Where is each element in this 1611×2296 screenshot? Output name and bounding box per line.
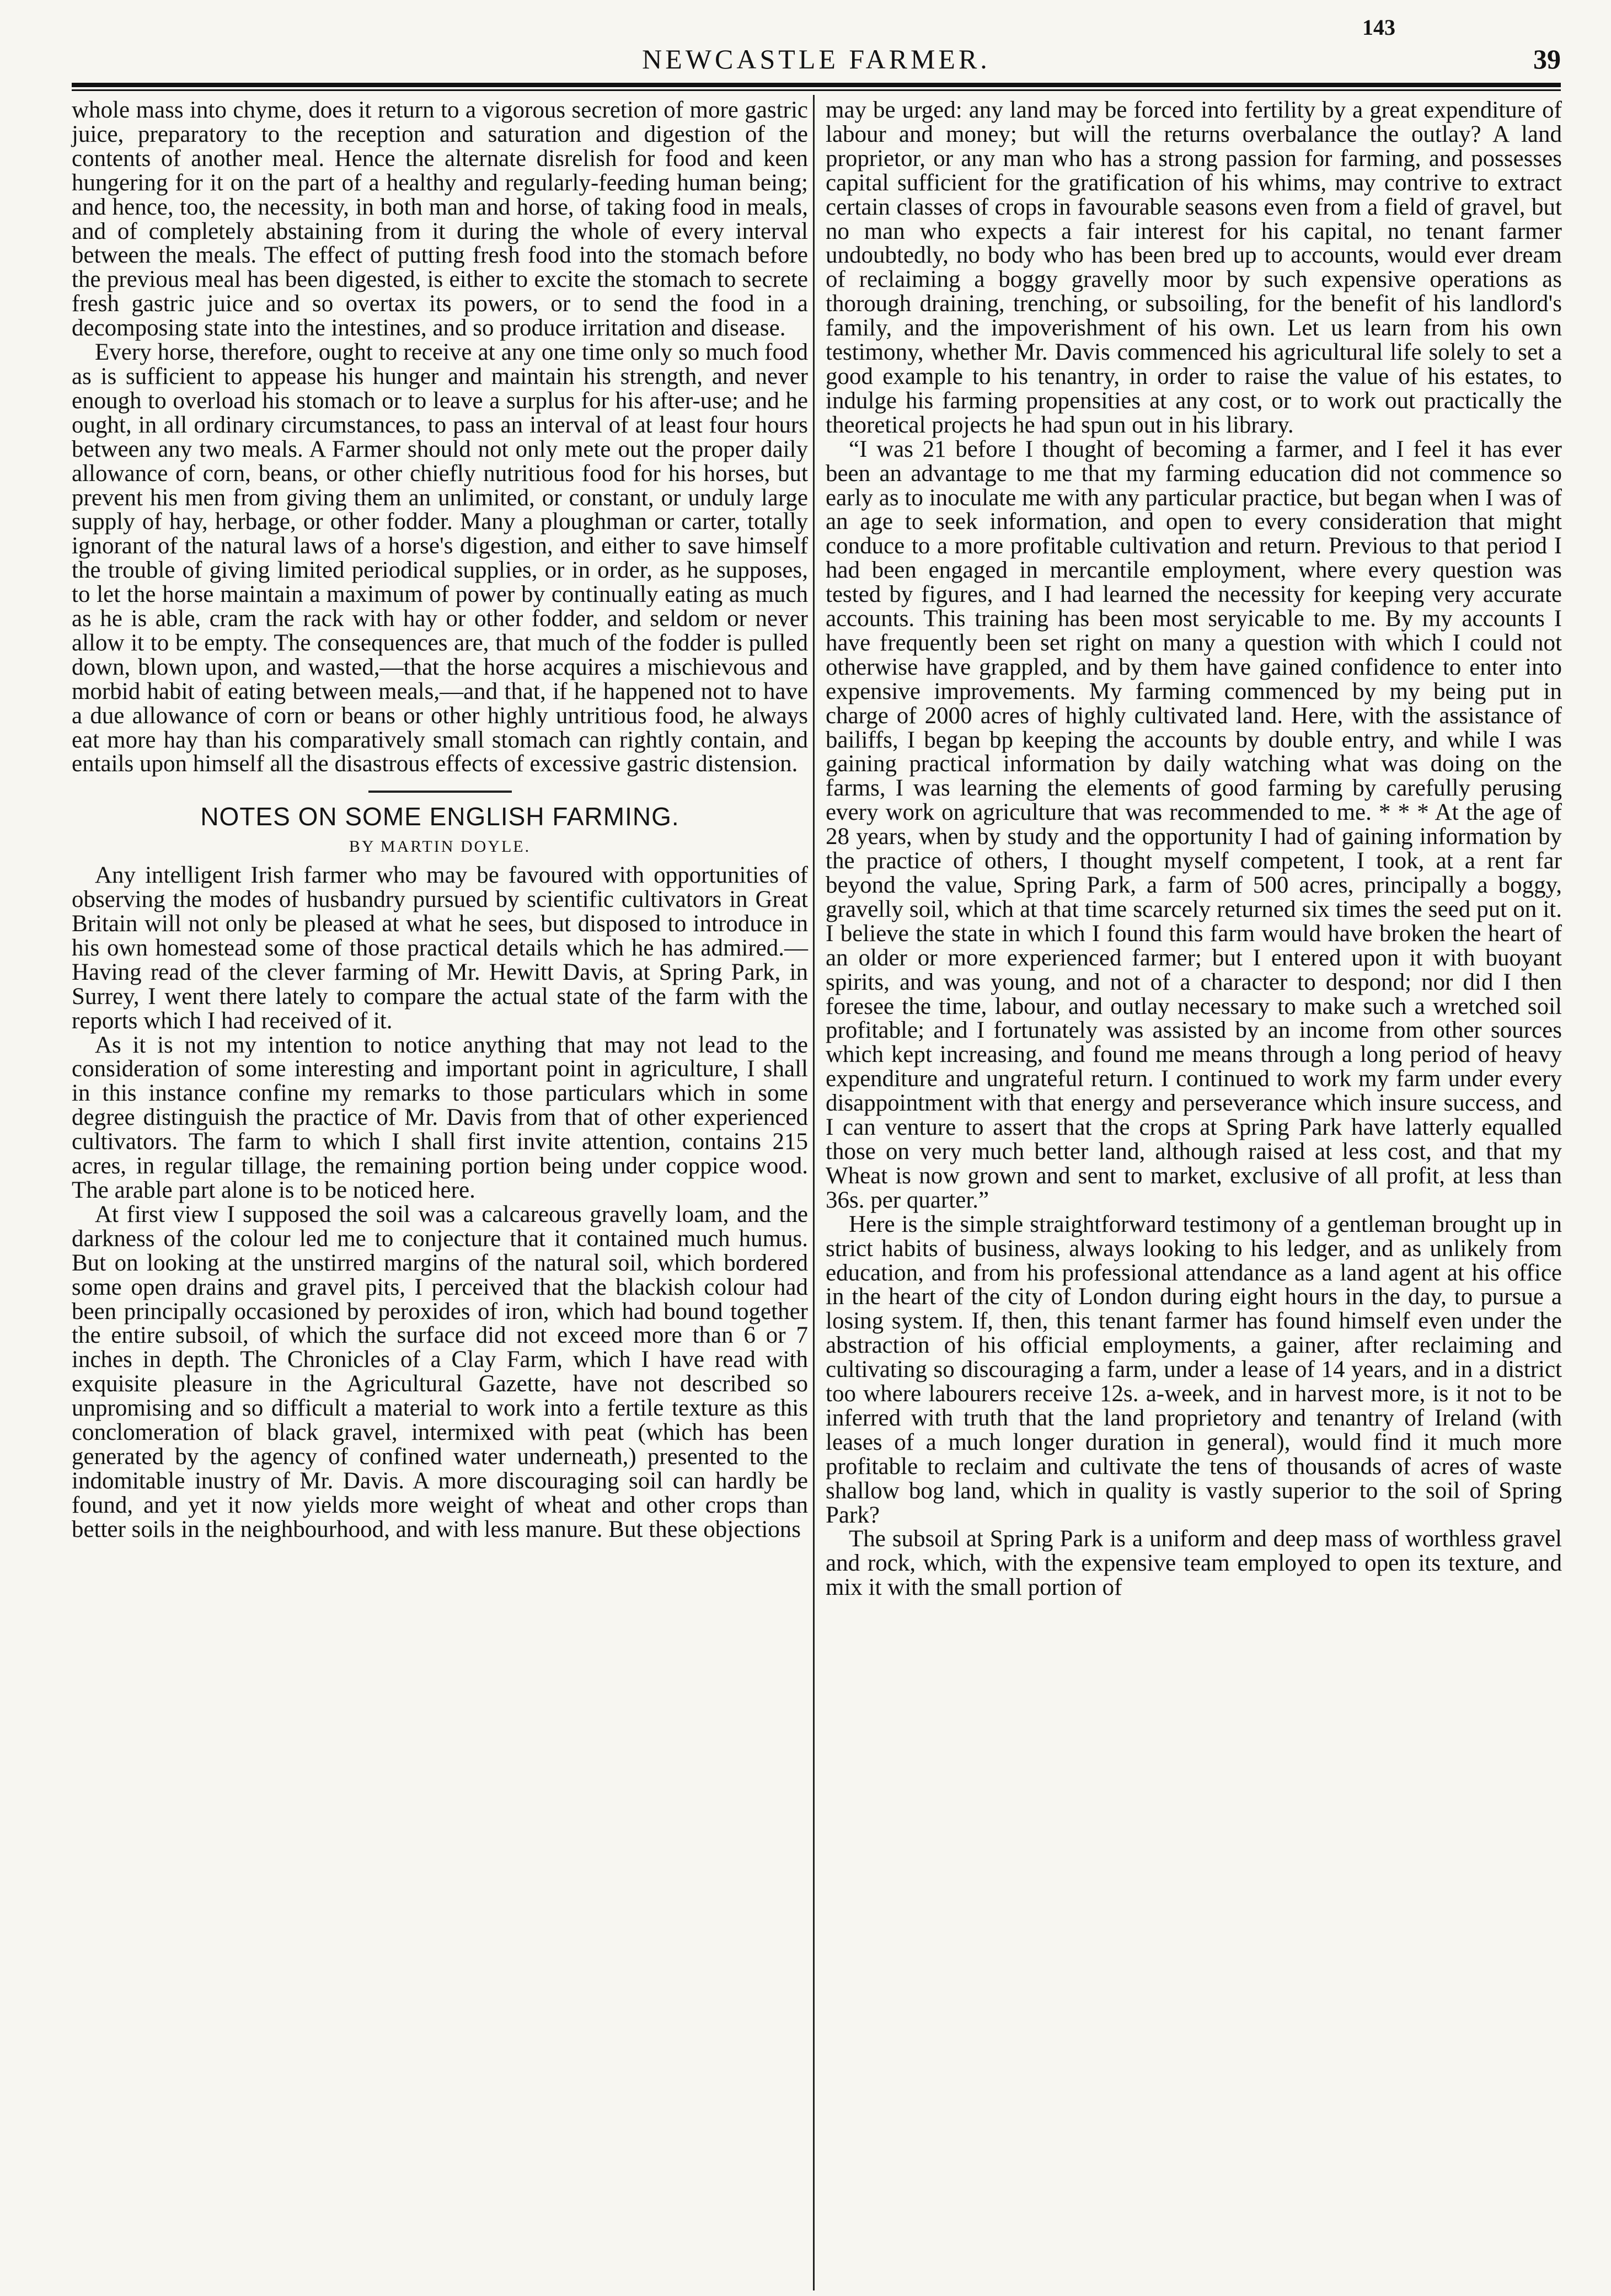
paragraph: may be urged: any land may be forced into fertility by a great expenditure of labour and money; but will the returns overbalance the outlay? A land proprietor, or any man who has a strong passion for farming, and possesses capital sufficient for the gratification of his whims, may contrive to extract certain classes of crops in favourable seasons even from a field of gravel, but no man who expects a fair interest for his capital, no tenant farmer undoubtedly, no body who has been bred up to accounts, would ever dream of reclaiming a boggy gravelly moor by such expensive operations as thorough draining, trenching, or subsoiling, for the benefit of his landlord's family, and the impoverishment of his own. Let us learn from his own testimony, whether Mr. Davis commenced his agricultural life solely to set a good example to his tenantry, in order to raise the value of his estates, to indulge his farming propensities at any cost, or to work out practically the theoretical projects he had spun out in his library. (826, 97, 1562, 438)
paragraph: Here is the simple straightforward testimony of a gentleman brought up in strict habits of business, always looking to his ledger, and as unlikely from education, and from his professional attendance as a land agent at his office in the heart of the city of London during eight hours in the day, to pursue a losing system. If, then, this tenant farmer has found himself even under the abstraction of his official employments, a gainer, after reclaiming and cultivating so discouraging a farm, under a lease of 14 years, and in a district too where labourers receive 12s. a-week, and in harvest more, is it not to be inferred with truth that the land proprietory and tenantry of Ireland (with leases of a much longer duration in general), would find it much more profitable to reclaim and cultivate the tens of thousands of acres of waste shallow bog land, which in quality is vastly superior to the soil of Spring Park? (826, 1211, 1562, 1528)
paragraph: “I was 21 before I thought of becoming a farmer, and I feel it has ever been an advantage to me that my farming education did not commence so early as to inoculate me with any particular practice, but began when I was of an age to seek information, and open to every consideration that might conduce to a more profitable cultivation and return. Previous to that period I had been engaged in mercantile employment, where every question was tested by figures, and I had learned the necessity for keeping very accurate accounts. This training has been most seryicable to me. By my accounts I have frequently been set right on many a question with which I could not otherwise have grappled, and by them have gained confidence to enter into expensive improvements. My farming commenced by my being put in charge of 2000 acres of highly cultivated land. Here, with the assistance of bailiffs, I began bp keeping the accounts by double entry, and while I was gaining practical information by daily watching what was doing on the farms, I was learning the elements of good farming by carefully perusing every work on agriculture that was recommended to me. * * * At the age of 28 years, when by study and the opportunity I had of gaining information by the practice of others, I thought myself competent, I took, at a rent far beyond the value, Spring Park, a farm of 500 acres, principally a boggy, gravelly soil, which at that time scarcely returned six times the seed put on it. I believe the state in which I found this farm would have broken the heart of an older or more experienced farmer; but I entered upon it with buoyant spirits, and was young, and not of a character to despond; nor did I then foresee the time, labour, and outlay necessary to make such a wretched soil profitable; and I fortunately was assisted by an income from other sources which kept increasing, and found me means through a long period of heavy expenditure and ungrateful return. I continued to work my farm under every disappointment with that energy and perseverance which insure success, and I can venture to assert that the crops at Spring Park have latterly equalled those on very much better land, although raised at less cost, and that my Wheat is now grown and sent to market, exclusive of all profit, at less than 36s. per quarter.” (826, 436, 1562, 1213)
column-divider (813, 95, 815, 2290)
stamp-number: 143 (1362, 15, 1395, 40)
paragraph: Every horse, therefore, ought to receive at any one time only so much food as is sufficient to appease his hunger and maintain his strength, and never enough to overload his stomach or to leave a surplus for his after-use; and he ought, in all ordinary circumstances, to pass an interval of at least four hours between any two meals. A Farmer should not only mete out the proper daily allowance of corn, beans, or other chiefly nutritious food for his horses, but prevent his men from giving them an unlimited, or constant, or unduly large supply of hay, herbage, or other fodder. Many a ploughman or carter, totally ignorant of the natural laws of a horse's digestion, and either to save himself the trouble of giving limited periodical supplies, or in order, as he supposes, to let the horse maintain a maximum of power by continually eating as much as he is able, cram the rack with hay or other fodder, and seldom or never allow it to be empty. The consequences are, that much of the fodder is pulled down, blown upon, and wasted,—that the horse acquires a mischievous and morbid habit of eating between meals,—and that, if he happened not to have a due allowance of corn or beans or other highly untritious food, he always eat more hay than his comparatively small stomach can rightly contain, and entails upon himself all the disastrous effects of excessive gastric distension. (72, 339, 808, 777)
article-byline: BY MARTIN DOYLE. (349, 837, 531, 856)
left-column (72, 98, 808, 1542)
paragraph: Any intelligent Irish farmer who may be favoured with opportunities of observing the modes of husbandry pursued by scientific cultivators in Great Britain will not only be pleased at what he sees, but disposed to introduce in his own homestead some of those practical details which he has admired.—Having read of the clever farming of Mr. Hewitt Davis, at Spring Park, in Surrey, I went there lately to compare the actual state of the farm with the reports which I had received of it. (72, 862, 808, 1034)
header-rule-thin (72, 89, 1561, 91)
masthead-title: NEWCASTLE FARMER. (642, 44, 991, 74)
paragraph: As it is not my intention to notice anything that may not lead to the consideration of some interesting and important point in agriculture, I shall in this instance confine my remarks to those particulars which in some degree distinguish the practice of Mr. Davis from that of other experienced cultivators. The farm to which I shall first invite attention, contains 215 acres, in regular tillage, the remaining portion being under coppice wood. The arable part alone is to be noticed here. (72, 1032, 808, 1203)
page-header (72, 15, 1561, 82)
article-separator (368, 791, 512, 793)
paragraph: The subsoil at Spring Park is a uniform and deep mass of worthless gravel and rock, which, with the expensive team employed to open its texture, and mix it with the small portion of (826, 1526, 1562, 1601)
page-number: 39 (1533, 44, 1561, 74)
right-column (826, 98, 1562, 1600)
header-rule-thick (72, 83, 1561, 87)
paragraph: whole mass into chyme, does it return to a vigorous secretion of more gastric juice, preparatory to the reception and saturation and digestion of the contents of another meal. Hence the alternate disrelish for food and keen hungering for it on the part of a healthy and regularly-feeding human being; and hence, too, the necessity, in both man and horse, of taking food in meals, and of completely abstaining from it during the whole of every interval between the meals. The effect of putting fresh food into the stomach before the previous meal has been digested, is either to excite the stomach to secrete fresh gastric juice and so overtax its powers, or to send the food in a decomposing state into the intestines, and so produce irritation and disease. (72, 97, 808, 341)
paragraph: At first view I supposed the soil was a calcareous gravelly loam, and the darkness of the colour led me to conjecture that it contained much humus. But on looking at the unstirred margins of the natural soil, which bordered some open drains and gravel pits, I perceived that the blackish colour had been principally occasioned by peroxides of iron, which had bound together the entire subsoil, of which the surface did not exceed more than 6 or 7 inches in depth. The Chronicles of a Clay Farm, which I have read with exquisite pleasure in the Agricultural Gazette, have not described so unpromising and so difficult a material to work into a fertile texture as this conclomeration of black gravel, intermixed with peat (which has been generated by the agency of confined water underneath,) presented to the indomitable inustry of Mr. Davis. A more discouraging soil can hardly be found, and yet it now yields more weight of wheat and other crops than better soils in the neighbourhood, and with less manure. But these objections (72, 1201, 808, 1542)
article-title: NOTES ON SOME ENGLISH FARMING. (200, 802, 679, 831)
